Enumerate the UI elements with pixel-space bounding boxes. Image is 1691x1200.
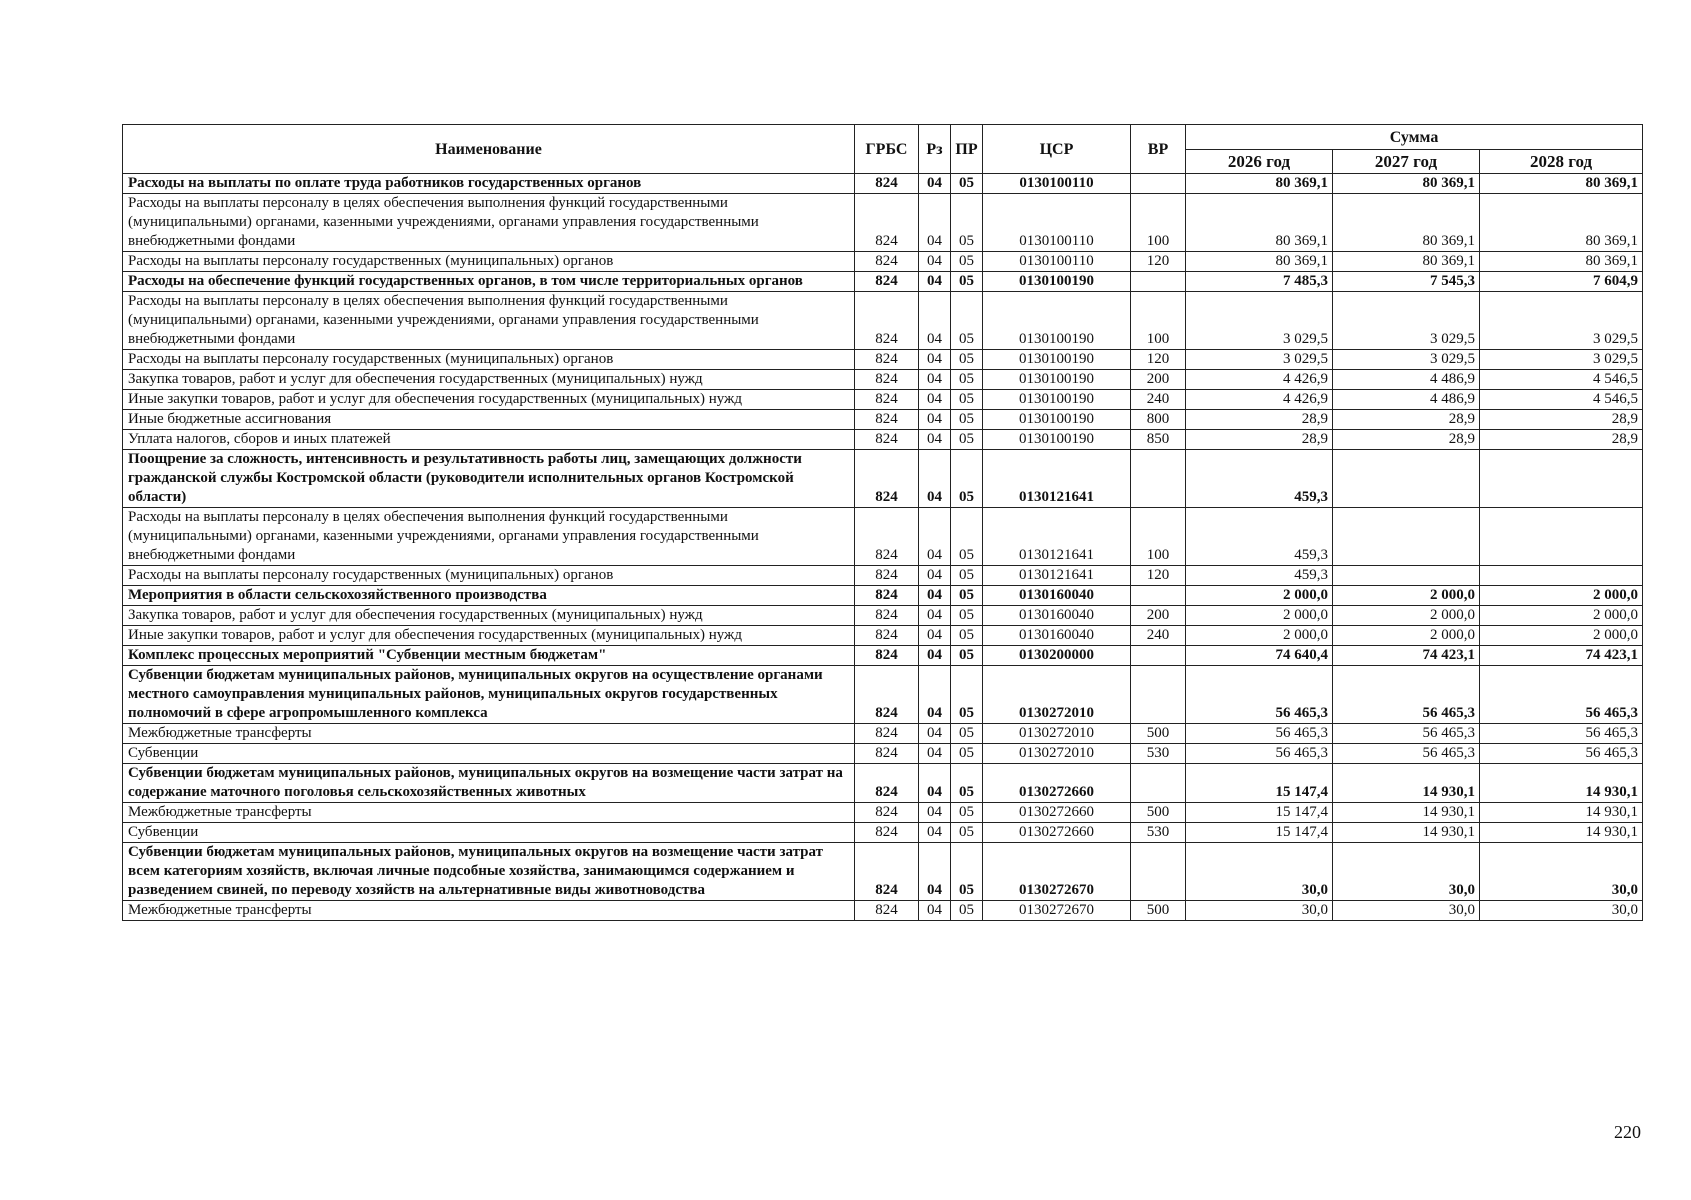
cell-2026: 80 369,1 bbox=[1186, 174, 1333, 194]
cell-grbs: 824 bbox=[855, 272, 919, 292]
cell-csr: 0130100110 bbox=[983, 174, 1131, 194]
cell-2027: 14 930,1 bbox=[1333, 803, 1480, 823]
cell-pr: 05 bbox=[951, 823, 983, 843]
cell-vr bbox=[1131, 666, 1186, 724]
cell-name: Поощрение за сложность, интенсивность и результативность работы лиц, замещающих должности гражданской службы Костромской области (руководители исполнительных органов Костромской области) bbox=[123, 450, 855, 508]
cell-vr: 100 bbox=[1131, 292, 1186, 350]
cell-csr: 0130100110 bbox=[983, 252, 1131, 272]
cell-csr: 0130272010 bbox=[983, 666, 1131, 724]
cell-2027: 56 465,3 bbox=[1333, 666, 1480, 724]
table-row bbox=[123, 843, 1643, 901]
cell-name: Расходы на выплаты персоналу государственных (муниципальных) органов bbox=[123, 566, 855, 586]
cell-2026: 459,3 bbox=[1186, 566, 1333, 586]
cell-2027: 2 000,0 bbox=[1333, 586, 1480, 606]
cell-rz: 04 bbox=[919, 803, 951, 823]
cell-grbs: 824 bbox=[855, 803, 919, 823]
cell-pr: 05 bbox=[951, 410, 983, 430]
cell-vr: 200 bbox=[1131, 370, 1186, 390]
cell-grbs: 824 bbox=[855, 586, 919, 606]
cell-csr: 0130272670 bbox=[983, 901, 1131, 921]
cell-2027: 80 369,1 bbox=[1333, 194, 1480, 252]
cell-csr: 0130200000 bbox=[983, 646, 1131, 666]
cell-grbs: 824 bbox=[855, 606, 919, 626]
cell-2028: 3 029,5 bbox=[1480, 350, 1643, 370]
cell-2027: 2 000,0 bbox=[1333, 606, 1480, 626]
cell-grbs: 824 bbox=[855, 901, 919, 921]
cell-2028: 30,0 bbox=[1480, 843, 1643, 901]
table-row bbox=[123, 606, 1643, 626]
cell-csr: 0130272010 bbox=[983, 744, 1131, 764]
cell-vr: 530 bbox=[1131, 744, 1186, 764]
table-row bbox=[123, 586, 1643, 606]
cell-csr: 0130121641 bbox=[983, 450, 1131, 508]
table-row bbox=[123, 626, 1643, 646]
page-number: 220 bbox=[1614, 1122, 1641, 1142]
cell-name: Расходы на обеспечение функций государственных органов, в том числе территориальных органов bbox=[123, 272, 855, 292]
cell-name: Субвенции бюджетам муниципальных районов, муниципальных округов на возмещение части затрат на содержание маточного поголовья сельскохозяйственных животных bbox=[123, 764, 855, 803]
table-row bbox=[123, 764, 1643, 803]
cell-csr: 0130100190 bbox=[983, 292, 1131, 350]
header-csr: ЦСР bbox=[983, 125, 1131, 174]
cell-rz: 04 bbox=[919, 174, 951, 194]
table-row bbox=[123, 666, 1643, 724]
cell-vr: 800 bbox=[1131, 410, 1186, 430]
cell-csr: 0130272660 bbox=[983, 764, 1131, 803]
cell-rz: 04 bbox=[919, 390, 951, 410]
cell-name: Расходы на выплаты по оплате труда работников государственных органов bbox=[123, 174, 855, 194]
cell-2027: 4 486,9 bbox=[1333, 390, 1480, 410]
cell-grbs: 824 bbox=[855, 823, 919, 843]
cell-2026: 2 000,0 bbox=[1186, 626, 1333, 646]
cell-rz: 04 bbox=[919, 566, 951, 586]
cell-2027: 7 545,3 bbox=[1333, 272, 1480, 292]
cell-2027: 14 930,1 bbox=[1333, 764, 1480, 803]
cell-pr: 05 bbox=[951, 194, 983, 252]
cell-2027 bbox=[1333, 566, 1480, 586]
cell-2028: 7 604,9 bbox=[1480, 272, 1643, 292]
cell-grbs: 824 bbox=[855, 666, 919, 724]
cell-grbs: 824 bbox=[855, 626, 919, 646]
cell-grbs: 824 bbox=[855, 252, 919, 272]
cell-name: Уплата налогов, сборов и иных платежей bbox=[123, 430, 855, 450]
cell-vr bbox=[1131, 646, 1186, 666]
table-row bbox=[123, 901, 1643, 921]
cell-2026: 4 426,9 bbox=[1186, 370, 1333, 390]
cell-2028 bbox=[1480, 508, 1643, 566]
cell-grbs: 824 bbox=[855, 350, 919, 370]
table-row bbox=[123, 194, 1643, 252]
cell-rz: 04 bbox=[919, 410, 951, 430]
cell-2026: 459,3 bbox=[1186, 450, 1333, 508]
cell-grbs: 824 bbox=[855, 430, 919, 450]
cell-csr: 0130272660 bbox=[983, 823, 1131, 843]
cell-pr: 05 bbox=[951, 626, 983, 646]
table-row bbox=[123, 508, 1643, 566]
cell-csr: 0130160040 bbox=[983, 626, 1131, 646]
cell-csr: 0130100190 bbox=[983, 350, 1131, 370]
cell-vr: 500 bbox=[1131, 724, 1186, 744]
cell-name: Расходы на выплаты персоналу в целях обеспечения выполнения функций государственными (муниципальными) органами, казенными учреждениями, органами управления государственными внебюджетными фондами bbox=[123, 194, 855, 252]
table-row bbox=[123, 566, 1643, 586]
cell-pr: 05 bbox=[951, 666, 983, 724]
cell-grbs: 824 bbox=[855, 410, 919, 430]
cell-2028: 4 546,5 bbox=[1480, 370, 1643, 390]
cell-name: Межбюджетные трансферты bbox=[123, 901, 855, 921]
cell-grbs: 824 bbox=[855, 764, 919, 803]
cell-2026: 7 485,3 bbox=[1186, 272, 1333, 292]
cell-rz: 04 bbox=[919, 292, 951, 350]
cell-grbs: 824 bbox=[855, 292, 919, 350]
cell-pr: 05 bbox=[951, 901, 983, 921]
cell-pr: 05 bbox=[951, 252, 983, 272]
cell-csr: 0130100190 bbox=[983, 370, 1131, 390]
cell-2027 bbox=[1333, 450, 1480, 508]
cell-name: Расходы на выплаты персоналу в целях обеспечения выполнения функций государственными (муниципальными) органами, казенными учреждениями, органами управления государственными внебюджетными фондами bbox=[123, 292, 855, 350]
header-sum: Сумма bbox=[1186, 125, 1643, 150]
cell-2027: 3 029,5 bbox=[1333, 292, 1480, 350]
cell-2027: 56 465,3 bbox=[1333, 744, 1480, 764]
cell-pr: 05 bbox=[951, 272, 983, 292]
cell-2028: 4 546,5 bbox=[1480, 390, 1643, 410]
cell-2027: 56 465,3 bbox=[1333, 724, 1480, 744]
cell-2026: 56 465,3 bbox=[1186, 744, 1333, 764]
cell-rz: 04 bbox=[919, 350, 951, 370]
cell-2026: 30,0 bbox=[1186, 901, 1333, 921]
cell-rz: 04 bbox=[919, 626, 951, 646]
cell-2028: 3 029,5 bbox=[1480, 292, 1643, 350]
cell-csr: 0130121641 bbox=[983, 508, 1131, 566]
cell-vr: 100 bbox=[1131, 508, 1186, 566]
cell-grbs: 824 bbox=[855, 194, 919, 252]
table-row bbox=[123, 350, 1643, 370]
cell-2028 bbox=[1480, 450, 1643, 508]
cell-2027: 30,0 bbox=[1333, 843, 1480, 901]
cell-2028: 30,0 bbox=[1480, 901, 1643, 921]
cell-vr bbox=[1131, 586, 1186, 606]
cell-vr bbox=[1131, 272, 1186, 292]
cell-pr: 05 bbox=[951, 803, 983, 823]
cell-name: Расходы на выплаты персоналу государственных (муниципальных) органов bbox=[123, 252, 855, 272]
cell-2026: 56 465,3 bbox=[1186, 666, 1333, 724]
header-year-2028: 2028 год bbox=[1480, 150, 1643, 174]
cell-rz: 04 bbox=[919, 586, 951, 606]
table-row bbox=[123, 174, 1643, 194]
cell-grbs: 824 bbox=[855, 174, 919, 194]
cell-rz: 04 bbox=[919, 646, 951, 666]
table-row bbox=[123, 410, 1643, 430]
cell-grbs: 824 bbox=[855, 843, 919, 901]
cell-csr: 0130100190 bbox=[983, 390, 1131, 410]
cell-rz: 04 bbox=[919, 744, 951, 764]
cell-grbs: 824 bbox=[855, 508, 919, 566]
cell-2028: 2 000,0 bbox=[1480, 586, 1643, 606]
cell-name: Расходы на выплаты персоналу в целях обеспечения выполнения функций государственными (муниципальными) органами, казенными учреждениями, органами управления государственными внебюджетными фондами bbox=[123, 508, 855, 566]
table-row bbox=[123, 272, 1643, 292]
cell-grbs: 824 bbox=[855, 450, 919, 508]
cell-grbs: 824 bbox=[855, 566, 919, 586]
cell-rz: 04 bbox=[919, 724, 951, 744]
cell-vr: 120 bbox=[1131, 350, 1186, 370]
header-grbs: ГРБС bbox=[855, 125, 919, 174]
cell-2026: 15 147,4 bbox=[1186, 764, 1333, 803]
cell-2027: 14 930,1 bbox=[1333, 823, 1480, 843]
cell-2028: 14 930,1 bbox=[1480, 823, 1643, 843]
cell-2028: 80 369,1 bbox=[1480, 174, 1643, 194]
cell-rz: 04 bbox=[919, 194, 951, 252]
cell-grbs: 824 bbox=[855, 370, 919, 390]
cell-2026: 28,9 bbox=[1186, 410, 1333, 430]
cell-2026: 56 465,3 bbox=[1186, 724, 1333, 744]
cell-pr: 05 bbox=[951, 744, 983, 764]
cell-name: Субвенции бюджетам муниципальных районов, муниципальных округов на возмещение части затрат всем категориям хозяйств, включая личные подсобные хозяйства, занимающимся содержанием и разведением свиней, по переводу хозяйств на альтернативные виды животноводства bbox=[123, 843, 855, 901]
table-row bbox=[123, 252, 1643, 272]
cell-2026: 2 000,0 bbox=[1186, 586, 1333, 606]
table-row bbox=[123, 646, 1643, 666]
header-name: Наименование bbox=[123, 125, 855, 174]
table-row bbox=[123, 450, 1643, 508]
cell-rz: 04 bbox=[919, 272, 951, 292]
cell-name: Иные бюджетные ассигнования bbox=[123, 410, 855, 430]
cell-grbs: 824 bbox=[855, 724, 919, 744]
table-row bbox=[123, 823, 1643, 843]
cell-rz: 04 bbox=[919, 764, 951, 803]
cell-2027: 3 029,5 bbox=[1333, 350, 1480, 370]
table-row bbox=[123, 724, 1643, 744]
cell-csr: 0130100190 bbox=[983, 430, 1131, 450]
cell-2026: 459,3 bbox=[1186, 508, 1333, 566]
header-year-2027: 2027 год bbox=[1333, 150, 1480, 174]
cell-pr: 05 bbox=[951, 508, 983, 566]
table-body bbox=[123, 174, 1643, 921]
cell-pr: 05 bbox=[951, 430, 983, 450]
cell-rz: 04 bbox=[919, 823, 951, 843]
budget-table-container bbox=[122, 124, 1642, 921]
cell-pr: 05 bbox=[951, 174, 983, 194]
cell-pr: 05 bbox=[951, 764, 983, 803]
cell-pr: 05 bbox=[951, 370, 983, 390]
cell-2026: 80 369,1 bbox=[1186, 252, 1333, 272]
cell-2028: 80 369,1 bbox=[1480, 194, 1643, 252]
table-row bbox=[123, 390, 1643, 410]
table-header bbox=[123, 125, 1643, 174]
cell-name: Иные закупки товаров, работ и услуг для обеспечения государственных (муниципальных) нужд bbox=[123, 626, 855, 646]
cell-rz: 04 bbox=[919, 370, 951, 390]
cell-name: Иные закупки товаров, работ и услуг для обеспечения государственных (муниципальных) нужд bbox=[123, 390, 855, 410]
budget-table bbox=[122, 124, 1643, 921]
cell-csr: 0130160040 bbox=[983, 606, 1131, 626]
cell-vr bbox=[1131, 450, 1186, 508]
cell-2028: 2 000,0 bbox=[1480, 606, 1643, 626]
cell-name: Субвенции bbox=[123, 823, 855, 843]
cell-name: Закупка товаров, работ и услуг для обеспечения государственных (муниципальных) нужд bbox=[123, 370, 855, 390]
cell-vr bbox=[1131, 764, 1186, 803]
cell-vr: 100 bbox=[1131, 194, 1186, 252]
cell-rz: 04 bbox=[919, 666, 951, 724]
cell-2026: 28,9 bbox=[1186, 430, 1333, 450]
header-year-2026: 2026 год bbox=[1186, 150, 1333, 174]
cell-grbs: 824 bbox=[855, 646, 919, 666]
cell-2026: 30,0 bbox=[1186, 843, 1333, 901]
cell-pr: 05 bbox=[951, 566, 983, 586]
cell-2026: 3 029,5 bbox=[1186, 350, 1333, 370]
cell-vr: 500 bbox=[1131, 803, 1186, 823]
cell-2027 bbox=[1333, 508, 1480, 566]
cell-name: Закупка товаров, работ и услуг для обеспечения государственных (муниципальных) нужд bbox=[123, 606, 855, 626]
cell-csr: 0130100110 bbox=[983, 194, 1131, 252]
cell-pr: 05 bbox=[951, 724, 983, 744]
cell-2026: 74 640,4 bbox=[1186, 646, 1333, 666]
cell-name: Комплекс процессных мероприятий "Субвенции местным бюджетам" bbox=[123, 646, 855, 666]
cell-vr: 240 bbox=[1131, 626, 1186, 646]
header-pr: ПР bbox=[951, 125, 983, 174]
table-row bbox=[123, 430, 1643, 450]
cell-name: Субвенции бюджетам муниципальных районов, муниципальных округов на осуществление органами местного самоуправления муниципальных районов, муниципальных округов государственных полномочий в сфере агропромышленного комплекса bbox=[123, 666, 855, 724]
cell-2026: 3 029,5 bbox=[1186, 292, 1333, 350]
cell-rz: 04 bbox=[919, 901, 951, 921]
cell-2028: 56 465,3 bbox=[1480, 666, 1643, 724]
cell-vr: 120 bbox=[1131, 566, 1186, 586]
cell-2028: 56 465,3 bbox=[1480, 744, 1643, 764]
cell-csr: 0130272670 bbox=[983, 843, 1131, 901]
cell-vr: 530 bbox=[1131, 823, 1186, 843]
cell-2028: 14 930,1 bbox=[1480, 764, 1643, 803]
cell-csr: 0130100190 bbox=[983, 410, 1131, 430]
header-vr: ВР bbox=[1131, 125, 1186, 174]
cell-rz: 04 bbox=[919, 508, 951, 566]
cell-rz: 04 bbox=[919, 843, 951, 901]
cell-vr: 850 bbox=[1131, 430, 1186, 450]
cell-vr: 240 bbox=[1131, 390, 1186, 410]
cell-2028: 74 423,1 bbox=[1480, 646, 1643, 666]
cell-pr: 05 bbox=[951, 646, 983, 666]
cell-vr: 120 bbox=[1131, 252, 1186, 272]
cell-2026: 4 426,9 bbox=[1186, 390, 1333, 410]
cell-name: Субвенции bbox=[123, 744, 855, 764]
cell-rz: 04 bbox=[919, 430, 951, 450]
cell-pr: 05 bbox=[951, 292, 983, 350]
cell-csr: 0130160040 bbox=[983, 586, 1131, 606]
cell-2028: 2 000,0 bbox=[1480, 626, 1643, 646]
table-row bbox=[123, 744, 1643, 764]
cell-pr: 05 bbox=[951, 586, 983, 606]
cell-name: Межбюджетные трансферты bbox=[123, 724, 855, 744]
cell-grbs: 824 bbox=[855, 390, 919, 410]
cell-vr: 200 bbox=[1131, 606, 1186, 626]
cell-csr: 0130272660 bbox=[983, 803, 1131, 823]
cell-2028: 80 369,1 bbox=[1480, 252, 1643, 272]
cell-vr: 500 bbox=[1131, 901, 1186, 921]
table-row bbox=[123, 803, 1643, 823]
cell-2028 bbox=[1480, 566, 1643, 586]
cell-rz: 04 bbox=[919, 450, 951, 508]
cell-2027: 80 369,1 bbox=[1333, 252, 1480, 272]
cell-2026: 15 147,4 bbox=[1186, 803, 1333, 823]
cell-2028: 28,9 bbox=[1480, 430, 1643, 450]
cell-vr bbox=[1131, 843, 1186, 901]
cell-pr: 05 bbox=[951, 606, 983, 626]
cell-2028: 14 930,1 bbox=[1480, 803, 1643, 823]
header-rz: Рз bbox=[919, 125, 951, 174]
cell-2027: 4 486,9 bbox=[1333, 370, 1480, 390]
cell-csr: 0130100190 bbox=[983, 272, 1131, 292]
cell-2026: 2 000,0 bbox=[1186, 606, 1333, 626]
cell-2027: 30,0 bbox=[1333, 901, 1480, 921]
cell-rz: 04 bbox=[919, 606, 951, 626]
cell-2026: 80 369,1 bbox=[1186, 194, 1333, 252]
cell-pr: 05 bbox=[951, 350, 983, 370]
table-row bbox=[123, 292, 1643, 350]
cell-grbs: 824 bbox=[855, 744, 919, 764]
cell-2027: 2 000,0 bbox=[1333, 626, 1480, 646]
cell-pr: 05 bbox=[951, 390, 983, 410]
cell-pr: 05 bbox=[951, 450, 983, 508]
cell-vr bbox=[1131, 174, 1186, 194]
cell-2027: 28,9 bbox=[1333, 410, 1480, 430]
cell-name: Расходы на выплаты персоналу государственных (муниципальных) органов bbox=[123, 350, 855, 370]
cell-name: Межбюджетные трансферты bbox=[123, 803, 855, 823]
cell-2027: 80 369,1 bbox=[1333, 174, 1480, 194]
cell-csr: 0130272010 bbox=[983, 724, 1131, 744]
cell-csr: 0130121641 bbox=[983, 566, 1131, 586]
cell-name: Мероприятия в области сельскохозяйственного производства bbox=[123, 586, 855, 606]
cell-rz: 04 bbox=[919, 252, 951, 272]
cell-2027: 74 423,1 bbox=[1333, 646, 1480, 666]
cell-2026: 15 147,4 bbox=[1186, 823, 1333, 843]
cell-2027: 28,9 bbox=[1333, 430, 1480, 450]
cell-pr: 05 bbox=[951, 843, 983, 901]
cell-2028: 28,9 bbox=[1480, 410, 1643, 430]
table-row bbox=[123, 370, 1643, 390]
cell-2028: 56 465,3 bbox=[1480, 724, 1643, 744]
